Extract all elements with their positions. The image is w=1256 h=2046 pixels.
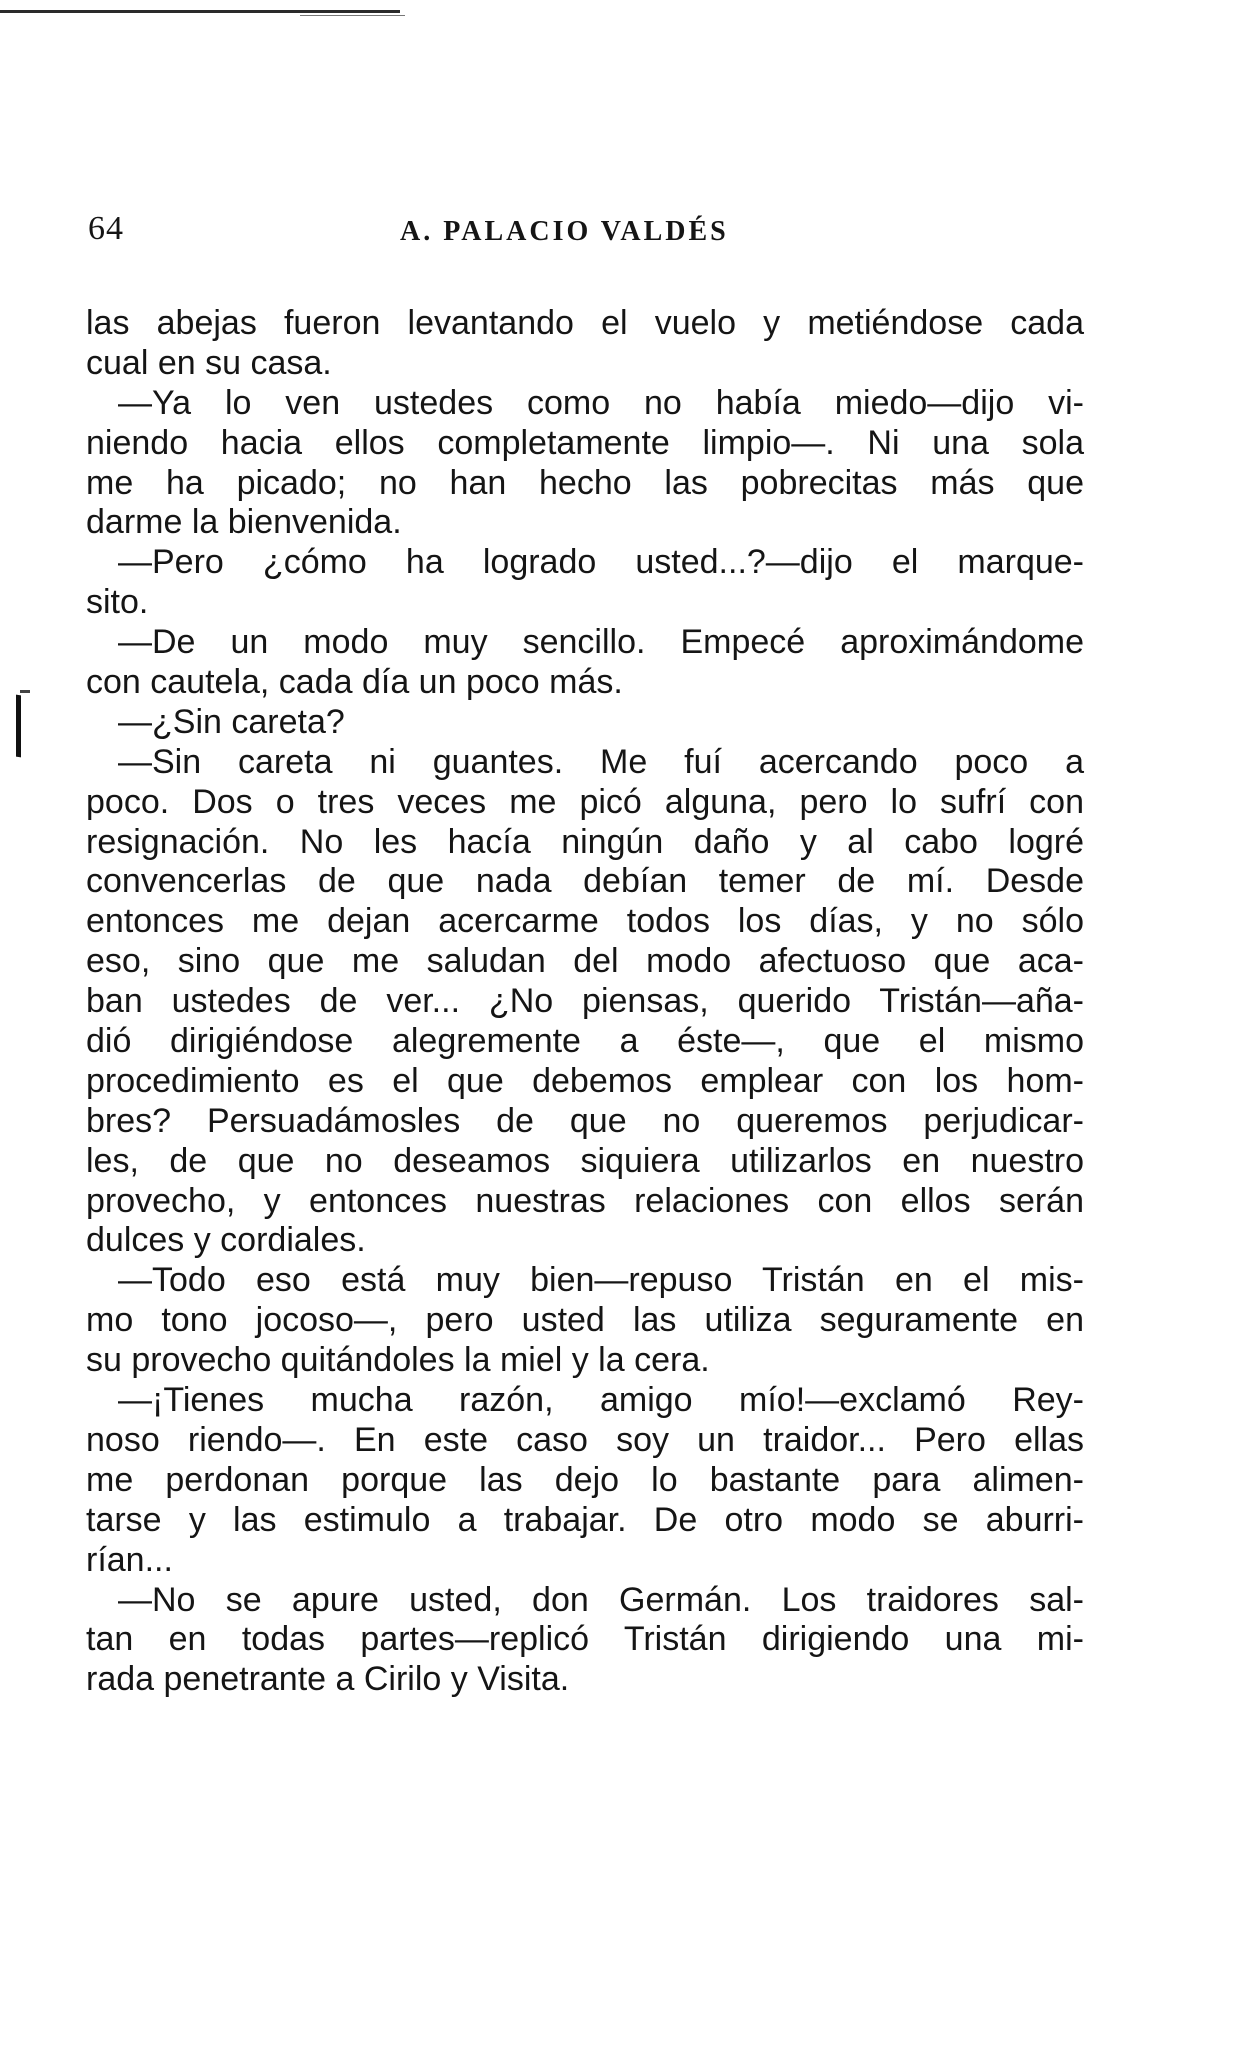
text-line: ban ustedes de ver... ¿No piensas, querido Tristán—aña- (86, 982, 1084, 1021)
text-line: entonces me dejan acercarme todos los días, y no sólo (86, 902, 1084, 941)
text-line: —Ya lo ven ustedes como no había miedo—dijo vi- (118, 383, 1084, 422)
text-line: —Todo eso está muy bien—repuso Tristán en el mis- (118, 1261, 1084, 1300)
text-line: cual en su casa. (86, 343, 332, 382)
text-line: bres? Persuadámosles de que no queremos perjudicar- (86, 1101, 1084, 1140)
text-line: provecho, y entonces nuestras relaciones con ellos serán (86, 1181, 1084, 1220)
text-line: rían... (86, 1540, 173, 1579)
text-line: las abejas fueron levantando el vuelo y metiéndose cada (86, 304, 1084, 342)
body-text (86, 304, 1084, 1700)
text-line: —Sin careta ni guantes. Me fuí acercando poco a (118, 742, 1084, 781)
text-line: con cautela, cada día un poco más. (86, 663, 623, 702)
text-line: —¿Sin careta? (118, 702, 345, 741)
top-rule (0, 10, 400, 13)
text-line: noso riendo—. En este caso soy un traidor... Pero ellas (86, 1420, 1084, 1459)
text-line: mo tono jocoso—, pero usted las utiliza seguramente en (86, 1301, 1084, 1340)
text-line: dió dirigiéndose alegremente a éste—, que el mismo (86, 1022, 1084, 1061)
text-line: —No se apure usted, don Germán. Los traidores sal- (118, 1580, 1084, 1619)
text-line: tan en todas partes—replicó Tristán dirigiendo una mi- (86, 1620, 1084, 1659)
text-line: me perdonan porque las dejo lo bastante para alimen- (86, 1460, 1084, 1499)
text-line: resignación. No les hacía ningún daño y al cabo logré (86, 822, 1084, 861)
top-rule-thin (300, 15, 405, 16)
text-line: me ha picado; no han hecho las pobrecitas más que (86, 463, 1084, 502)
running-head: A. PALACIO VALDÉS (400, 216, 729, 247)
page-header (88, 210, 1088, 260)
margin-ink-tick (20, 690, 30, 693)
text-line: —De un modo muy sencillo. Empecé aproximándome (118, 623, 1084, 662)
text-line: —Pero ¿cómo ha logrado usted...?—dijo el marque- (118, 543, 1084, 582)
text-line: convencerlas de que nada debían temer de mí. Desde (86, 862, 1084, 901)
text-line: eso, sino que me saludan del modo afectuoso que aca- (86, 942, 1084, 981)
text-line: dulces y cordiales. (86, 1221, 366, 1260)
text-line: rada penetrante a Cirilo y Visita. (86, 1660, 570, 1699)
text-line: darme la bienvenida. (86, 503, 402, 542)
page-number: 64 (88, 210, 124, 247)
text-line: procedimiento es el que debemos emplear con los hom- (86, 1061, 1084, 1100)
text-line: poco. Dos o tres veces me picó alguna, pero lo sufrí con (86, 782, 1084, 821)
text-line: tarse y las estimulo a trabajar. De otro modo se aburri- (86, 1500, 1084, 1539)
margin-ink-mark (16, 695, 21, 758)
text-line: les, de que no deseamos siquiera utilizarlos en nuestro (86, 1141, 1084, 1180)
text-line: —¡Tienes mucha razón, amigo mío!—exclamó Rey- (118, 1381, 1084, 1420)
text-line: su provecho quitándoles la miel y la cera. (86, 1341, 710, 1380)
text-line: sito. (86, 583, 149, 622)
text-line: niendo hacia ellos completamente limpio—. Ni una sola (86, 423, 1084, 462)
